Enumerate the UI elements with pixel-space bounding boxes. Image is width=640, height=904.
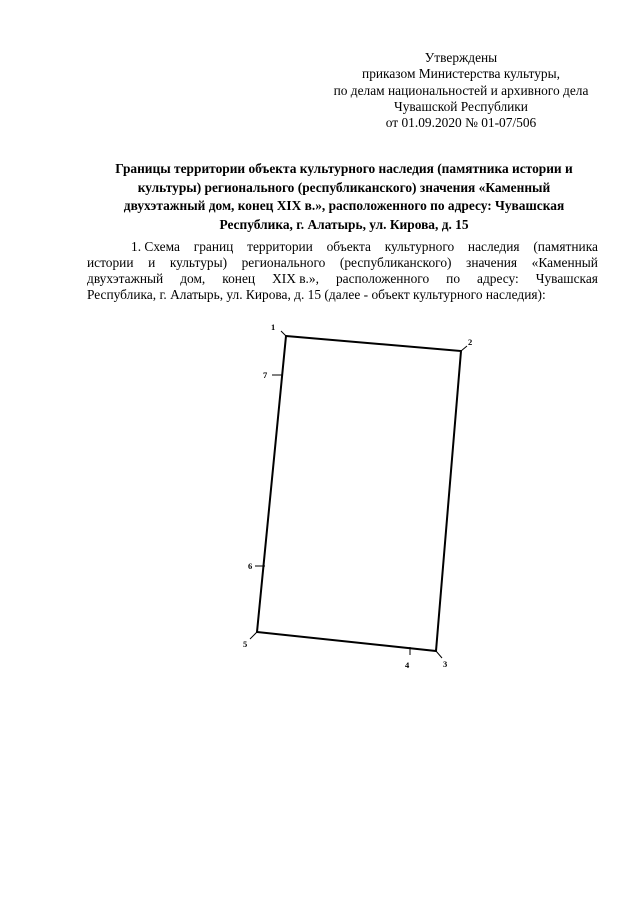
paragraph-word: конец bbox=[222, 270, 256, 286]
point-label: 5 bbox=[243, 639, 248, 649]
point-label: 1 bbox=[271, 322, 276, 332]
paragraph-word: культурного bbox=[384, 239, 455, 254]
paragraph-word: 1. Схема bbox=[131, 239, 180, 254]
approval-line: Чувашской Республики bbox=[394, 98, 528, 114]
point-label: 2 bbox=[468, 337, 473, 347]
paragraph-word: адресу: bbox=[477, 270, 519, 286]
paragraph-word: культуры) bbox=[169, 254, 228, 270]
paragraph-word: Чувашская bbox=[535, 270, 598, 286]
title-line: культуры) регионального (республиканского) значения «Каменный bbox=[137, 179, 551, 195]
point-marker bbox=[250, 632, 257, 639]
paragraph-word: двухэтажный bbox=[87, 270, 164, 286]
paragraph-word: (памятника bbox=[533, 239, 598, 254]
point-marker bbox=[281, 331, 286, 336]
paragraph-word: Республика, г. Алатырь, ул. Кирова, д. 15 (далее - объект культурного наследия): bbox=[87, 286, 546, 302]
approval-line: Утверждены bbox=[424, 50, 498, 65]
title-line: Республика, г. Алатырь, ул. Кирова, д. 15 bbox=[219, 216, 469, 232]
point-marker bbox=[461, 346, 467, 351]
boundary-polygon bbox=[257, 336, 461, 651]
point-label: 4 bbox=[405, 660, 410, 670]
paragraph-word: «Каменный bbox=[531, 254, 598, 270]
paragraph-word: значения bbox=[466, 254, 518, 270]
paragraph-word: границ bbox=[193, 239, 234, 254]
paragraph-word: регионального bbox=[241, 254, 326, 270]
point-marker bbox=[436, 651, 442, 658]
paragraph-word: наследия bbox=[467, 239, 520, 254]
approval-line: от 01.09.2020 № 01-07/506 bbox=[385, 115, 537, 131]
title-line: Границы территории объекта культурного наследия (памятника истории и bbox=[115, 161, 573, 176]
paragraph-word: (республиканского) bbox=[339, 254, 452, 270]
approval-line: приказом Министерства культуры, bbox=[362, 66, 560, 82]
point-label: 7 bbox=[263, 370, 268, 380]
paragraph-word: объекта bbox=[326, 239, 371, 254]
paragraph-word: XIX в.», bbox=[272, 270, 319, 286]
approval-line: по делам национальностей и архивного дела bbox=[333, 82, 589, 98]
paragraph-word: расположенного bbox=[335, 270, 430, 286]
paragraph-word: дом, bbox=[180, 270, 206, 286]
paragraph-word: территории bbox=[247, 239, 313, 254]
point-label: 6 bbox=[248, 561, 253, 571]
point-label: 3 bbox=[443, 659, 448, 669]
paragraph-word: и bbox=[148, 254, 156, 270]
title-line: двухэтажный дом, конец XIX в.», расположенного по адресу: Чувашская bbox=[123, 198, 565, 214]
paragraph-word: истории bbox=[87, 254, 134, 270]
paragraph-word: по bbox=[446, 270, 461, 286]
